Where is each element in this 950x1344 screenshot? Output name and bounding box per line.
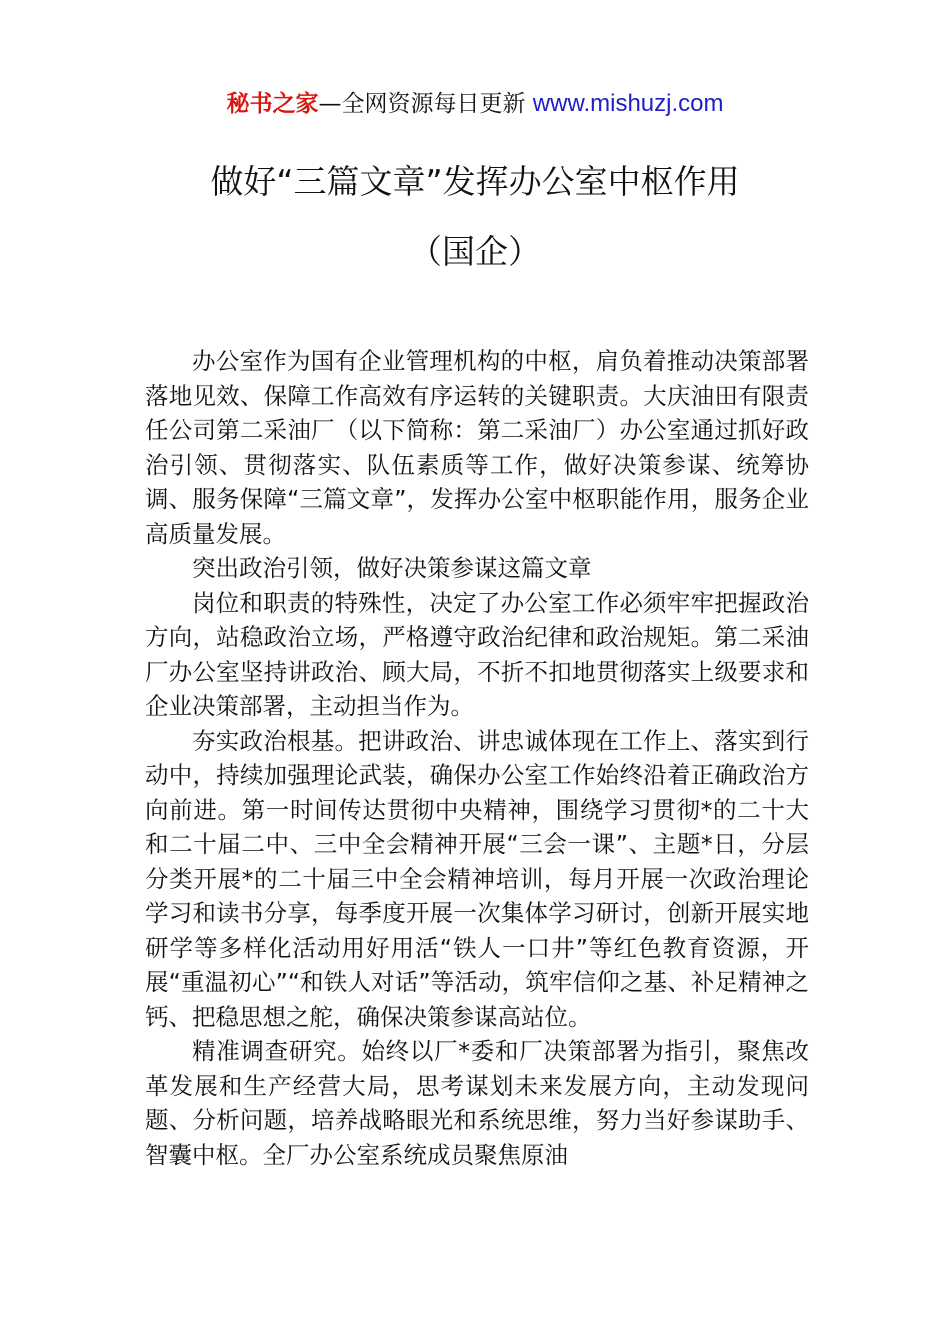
site-url-link[interactable]: www.mishuzj.com — [532, 90, 724, 117]
paragraph: 岗位和职责的特殊性，决定了办公室工作必须牢牢把握政治方向，站稳政治立场，严格遵守政治纪律和政治规矩。第二采油厂办公室坚持讲政治、顾大局，不折不扣地贯彻落实上级要求和企业决策部署，主动担当作为。 — [145, 588, 809, 720]
site-header — [0, 86, 950, 122]
document-subtitle: （国企） — [409, 232, 541, 271]
paragraph: 夯实政治根基。把讲政治、讲忠诚体现在工作上、落实到行动中，持续加强理论武装，确保办公室工作始终沿着正确政治方向前进。第一时间传达贯彻中央精神，围绕学习贯彻*的二十大和二十届二中、三中全会精神开展“三会一课”、主题*日，分层分类开展*的二十届三中全会精神培训，每月开展一次政治理论学习和读书分享，每季度开展一次集体学习研讨，创新开展实地研学等多样化活动用好用活“铁人一口井”等红色教育资源，开展“重温初心”“和铁人对话”等活动，筑牢信仰之基、补足精神之钙、把稳思想之舵，确保决策参谋高站位。 — [145, 726, 809, 1031]
paragraph: 精准调查研究。始终以厂*委和厂决策部署为指引，聚焦改革发展和生产经营大局，思考谋划未来发展方向，主动发现问题、分析问题，培养战略眼光和系统思维，努力当好参谋助手、智囊中枢。全厂办公室系统成员聚焦原油 — [145, 1037, 809, 1169]
document-title: 做好“三篇文章”发挥办公室中枢作用 — [210, 162, 740, 201]
paragraph-intro: 办公室作为国有企业管理机构的中枢，肩负着推动决策部署落地见效、保障工作高效有序运转的关键职责。大庆油田有限责任公司第二采油厂（以下简称：第二采油厂）办公室通过抓好政治引领、贯彻落实、队伍素质等工作，做好决策参谋、统筹协调、服务保障“三篇文章”，发挥办公室中枢职能作用，服务企业高质量发展。 — [145, 347, 809, 548]
document-body — [145, 344, 809, 1172]
header-tagline: —全网资源每日更新 — [318, 91, 533, 117]
section-heading: 突出政治引领，做好决策参谋这篇文章 — [192, 554, 592, 582]
brand-name: 秘书之家 — [226, 91, 319, 117]
